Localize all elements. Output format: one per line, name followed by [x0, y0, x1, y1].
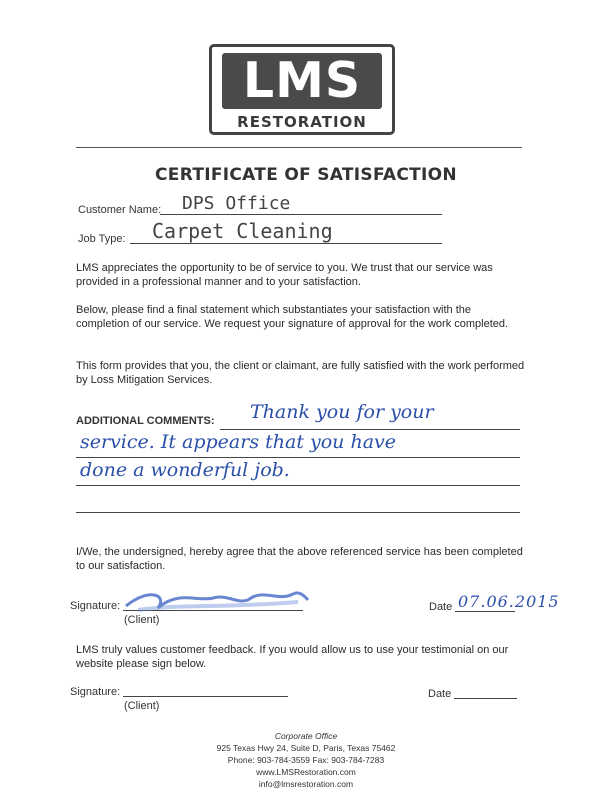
page-title: CERTIFICATE OF SATISFACTION — [155, 165, 457, 185]
customer-name-line — [160, 214, 442, 215]
customer-name-label: Customer Name: — [78, 204, 162, 216]
comment-line-4 — [76, 512, 520, 513]
header-rule — [76, 147, 522, 148]
statement-paragraph: Below, please find a final statement which substantiates your satisfaction with the completion of our service. We request your signature of approval for the work completed. — [76, 304, 509, 330]
date-label: Date — [429, 601, 453, 613]
testimonial-paragraph: LMS truly values customer feedback. If you would allow us to use your testimonial on our website please sign below. — [76, 644, 509, 670]
comment-line-3 — [76, 485, 520, 486]
footer-website: www.LMSRestoration.com — [256, 767, 356, 777]
job-type-label: Job Type: — [78, 233, 126, 245]
date-line — [455, 611, 515, 612]
logo-subtitle: RESTORATION — [237, 113, 367, 131]
footer-phone: Phone: 903-784-3559 Fax: 903-784-7283 — [227, 755, 385, 765]
comment-text-3: done a wonderful job. — [80, 459, 290, 481]
form-paragraph: This form provides that you, the client or claimant, are fully satisfied with the work performed by Loss Mitigation Services. — [76, 360, 525, 386]
company-logo — [209, 44, 395, 135]
customer-name-value: DPS Office — [182, 193, 291, 214]
comments-label: ADDITIONAL COMMENTS: — [76, 415, 215, 427]
footer-heading: Corporate Office — [274, 731, 338, 741]
signature-client-caption: (Client) — [124, 614, 160, 626]
comment-line-2 — [76, 457, 520, 458]
testimonial-client-caption: (Client) — [124, 700, 160, 712]
testimonial-date-label: Date — [428, 688, 452, 700]
job-type-value: Carpet Cleaning — [152, 219, 333, 243]
footer-address: 925 Texas Hwy 24, Suite D, Paris, Texas 75462 — [216, 743, 396, 753]
comment-line-1 — [220, 429, 520, 430]
testimonial-signature-line[interactable] — [123, 696, 288, 697]
agreement-paragraph: I/We, the undersigned, hereby agree that the above referenced service has been completed to our satisfaction. — [76, 546, 523, 572]
intro-paragraph: LMS appreciates the opportunity to be of service to you. We trust that our service was provided in a professional manner and to your satisfaction. — [76, 262, 493, 288]
signature-label: Signature: — [70, 600, 121, 612]
footer-email: info@lmsrestoration.com — [258, 779, 354, 789]
testimonial-signature-label: Signature: — [70, 686, 121, 698]
logo-mark: LMS — [222, 53, 382, 109]
comment-text-2: service. It appears that you have — [80, 431, 396, 453]
comment-text-1: Thank you for your — [250, 401, 434, 423]
testimonial-date-line[interactable] — [454, 698, 517, 699]
date-value: 07.06.2015 — [458, 592, 560, 611]
job-type-line — [130, 243, 442, 244]
